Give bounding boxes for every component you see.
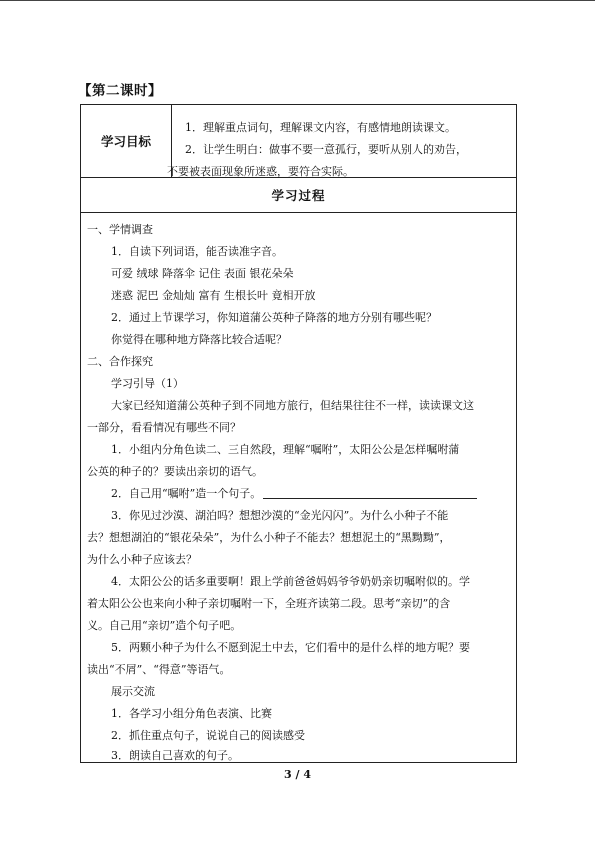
body-line: 1．自读下列词语，能否读准字音。 — [111, 245, 283, 258]
body-line: 展示交流 — [111, 685, 155, 698]
body-line: 4．太阳公公的话多重要啊！跟上学前爸爸妈妈爷爷奶奶亲切嘱咐似的。学 — [111, 575, 470, 588]
page-top-rule — [0, 0, 595, 1]
objective-line: 2．让学生明白：做事不要一意孤行，要听从别人的劝告， — [185, 143, 467, 156]
process-heading-row — [81, 178, 516, 213]
body-line: 1．各学习小组分角色表演、比赛 — [111, 707, 272, 720]
body-line: 一部分，看看情况有哪些不同？ — [87, 421, 241, 434]
body-line: 2．抓住重点句子，说说自己的阅读感受 — [111, 729, 305, 742]
body-line: 为什么小种子应该去？ — [87, 553, 197, 566]
objective-line: 1．理解重点词句，理解课文内容，有感情地朗读课文。 — [185, 121, 456, 134]
body-line: 大家已经知道蒲公英种子到不同地方旅行，但结果往往不一样，读读课文这 — [111, 399, 474, 412]
body-line: 你觉得在哪种地方降落比较合适呢？ — [111, 333, 287, 346]
body-line: 二、合作探究 — [87, 355, 153, 368]
body-line — [111, 485, 477, 501]
body-line: 1．小组内分角色读二、三自然段，理解“嘱咐”，太阳公公是怎样嘱咐蒲 — [111, 443, 460, 456]
body-line: 着太阳公公也来向小种子亲切嘱咐一下，全班齐读第二段。思考“亲切”的含 — [87, 597, 451, 610]
process-heading: 学习过程 — [271, 188, 326, 203]
body-line: 读出“不屑”、“得意”等语气。 — [87, 663, 231, 676]
body-line: 一、学情调查 — [87, 223, 153, 236]
page-number: 3 / 4 — [284, 768, 311, 781]
body-line: 学习引导（1） — [111, 377, 184, 390]
fill-in-blank — [263, 497, 477, 499]
body-line: 3．朗读自己喜欢的句子。 — [111, 749, 239, 762]
objectives-row — [81, 105, 516, 178]
body-line: 公英的种子的？要读出亲切的语气。 — [87, 465, 263, 478]
body-line: 2．通过上节课学习，你知道蒲公英种子降落的地方分别有哪些呢？ — [111, 311, 437, 324]
body-line: 迷惑 泥巴 金灿灿 富有 生根长叶 竟相开放 — [111, 289, 316, 302]
objectives-label: 学习目标 — [81, 105, 172, 177]
body-line: 去？想想湖泊的“银花朵朵”，为什么小种子不能去？想想泥土的“黑黝黝”， — [87, 531, 451, 544]
lesson-table — [80, 104, 517, 763]
body-line: 3．你见过沙漠、湖泊吗？想想沙漠的“金光闪闪”。为什么小种子不能 — [111, 509, 449, 522]
body-line-text: 2．自己用“嘱咐”造一个句子。 — [111, 487, 262, 500]
objective-line: 不要被表面现象所迷惑，要符合实际。 — [167, 165, 354, 178]
body-line: 可爱 绒球 降落伞 记住 表面 银花朵朵 — [111, 267, 294, 280]
body-line: 5．两颗小种子为什么不愿到泥土中去，它们看中的是什么样的地方呢？要 — [111, 641, 470, 654]
body-line: 义。自己用“亲切”造个句子吧。 — [87, 619, 242, 632]
section-title: 【第二课时】 — [78, 83, 162, 99]
